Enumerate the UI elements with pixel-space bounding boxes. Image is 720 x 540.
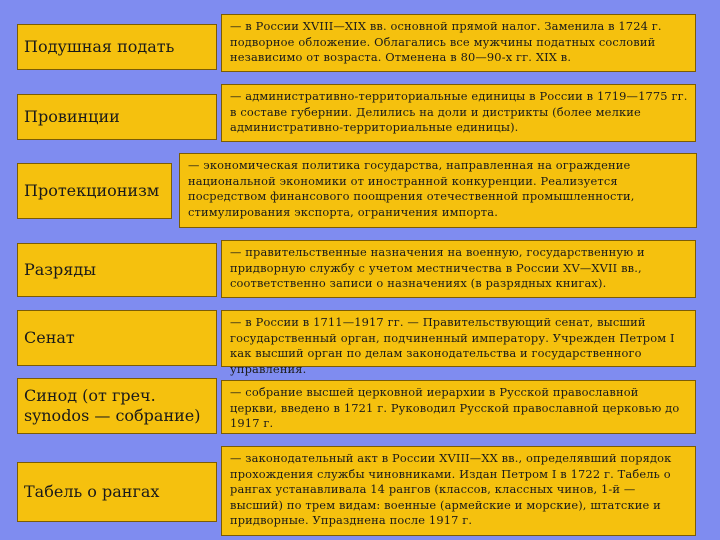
- definition-cell: — собрание высшей церковной иерархии в Русской православной церкви, введено в 1721 г. Руководил Русской православной церковью до 1917 г.: [221, 380, 696, 434]
- definition-cell: — административно-территориальные единицы в России в 1719—1775 гг. в составе губернии. Делились на доли и дистрикты (более мелкие административно-территориальные единицы).: [221, 84, 696, 142]
- term-cell: Синод (от греч. synodos — собрание): [17, 378, 217, 434]
- term-cell: Разряды: [17, 243, 217, 297]
- term-cell: Протекционизм: [17, 163, 172, 219]
- definition-cell: — экономическая политика государства, направленная на ограждение национальной экономики от иностранной конкуренции. Реализуется посредством финансового поощрения отечественной промышленности, стимулирования экспорта, ограничения импорта.: [179, 153, 697, 228]
- term-cell: Сенат: [17, 310, 217, 366]
- term-cell: Подушная подать: [17, 24, 217, 70]
- definition-cell: — законодательный акт в России XVIII—XX вв., определявший порядок прохождения службы чиновниками. Издан Петром I в 1722 г. Табель о рангах устанавливала 14 рангов (классов, классных чинов, 1-й — высший) по трем видам: военные (армейские и морские), штатские и придворные. Упразднена после 1917 г.: [221, 446, 696, 536]
- definition-cell: — правительственные назначения на военную, государственную и придворную службу с учетом местничества в России XV—XVII вв., соответственно записи о назначениях (в разрядных книгах).: [221, 240, 696, 298]
- term-cell: Табель о рангах: [17, 462, 217, 522]
- term-cell: Провинции: [17, 94, 217, 140]
- definition-cell: — в России XVIII—XIX вв. основной прямой налог. Заменила в 1724 г. подворное обложение. Облагались все мужчины податных сословий независимо от возраста. Отменена в 80—90-х гг. XIX в.: [221, 14, 696, 72]
- definition-cell: — в России в 1711—1917 гг. — Правительствующий сенат, высший государственный орган, подчиненный императору. Учрежден Петром I как высший орган по делам законодательства и государственного управления.: [221, 310, 696, 367]
